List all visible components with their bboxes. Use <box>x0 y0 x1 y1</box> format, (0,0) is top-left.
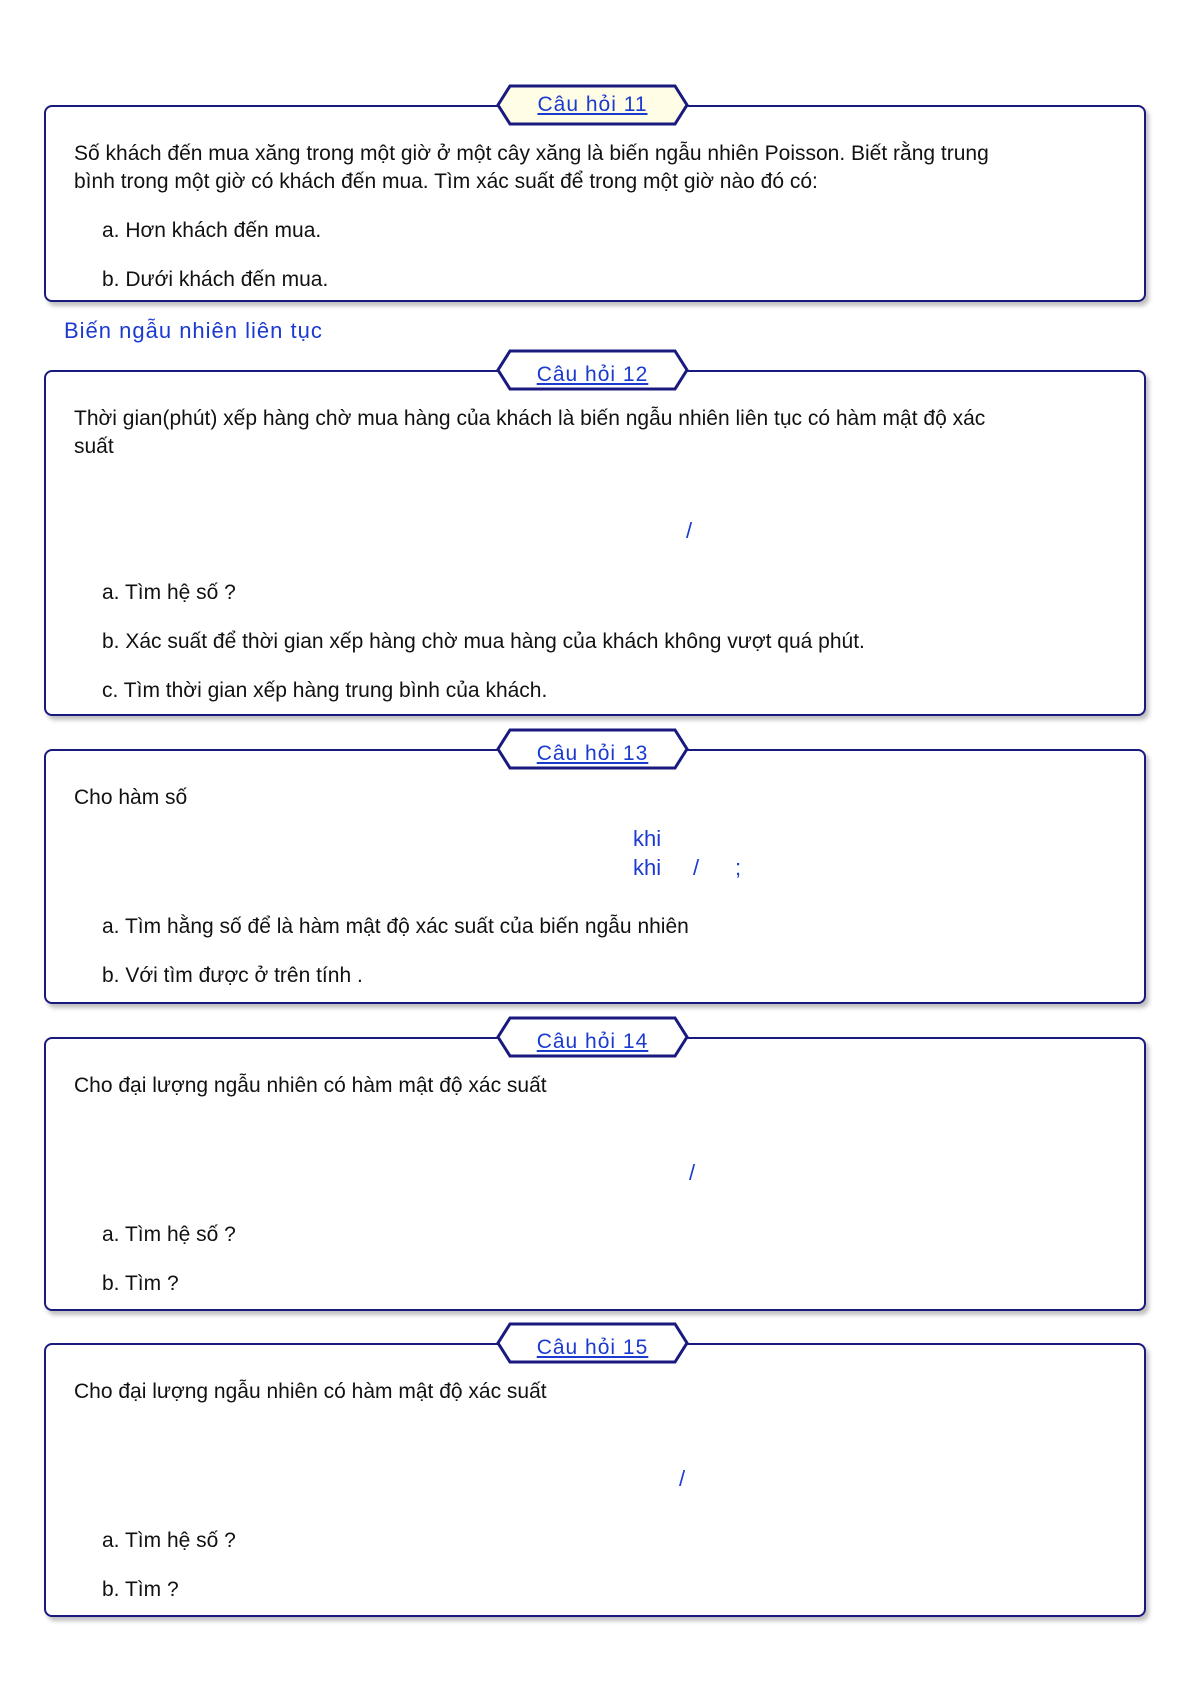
question-15-label-text: Câu hỏi 15 <box>536 1336 649 1359</box>
question-14-label-text: Câu hỏi 14 <box>536 1030 649 1053</box>
question-13-khi-2: khi <box>633 855 662 880</box>
question-12-line-2: suất <box>74 435 114 458</box>
question-12-formula-slash: / <box>686 518 693 543</box>
question-11-item-b: b. Dưới khách đến mua. <box>102 268 329 291</box>
question-12-line-1: Thời gian(phút) xếp hàng chờ mua hàng của khách là biến ngẫu nhiên liên tục có hàm mật độ xác <box>74 407 986 430</box>
question-11-line-1: Số khách đến mua xăng trong một giờ ở một cây xăng là biến ngẫu nhiên Poisson. Biết rằng trung <box>74 142 989 165</box>
question-13-formula-slash: / <box>693 855 700 880</box>
question-14-line-1: Cho đại lượng ngẫu nhiên có hàm mật độ xác suất <box>74 1074 547 1097</box>
section-heading: Biến ngẫu nhiên liên tục <box>64 318 323 343</box>
question-12-item-a: a. Tìm hệ số ? <box>102 581 236 604</box>
question-11-label <box>496 84 689 126</box>
question-14-label <box>496 1016 689 1058</box>
question-13-box <box>44 749 1146 1004</box>
question-12-label <box>496 349 689 391</box>
question-12-item-b: b. Xác suất để thời gian xếp hàng chờ mua hàng của khách không vượt quá phút. <box>102 630 865 653</box>
question-14-box <box>44 1037 1146 1311</box>
question-14-item-a: a. Tìm hệ số ? <box>102 1223 236 1246</box>
question-13-label <box>496 728 689 770</box>
question-11-item-a: a. Hơn khách đến mua. <box>102 219 322 242</box>
question-12-box <box>44 370 1146 716</box>
question-15-label <box>496 1322 689 1364</box>
question-13-formula-semicolon: ; <box>735 855 742 880</box>
question-13-item-b: b. Với tìm được ở trên tính . <box>102 964 363 987</box>
question-12-item-c: c. Tìm thời gian xếp hàng trung bình của khách. <box>102 679 548 702</box>
question-15-box <box>44 1343 1146 1617</box>
question-15-line-1: Cho đại lượng ngẫu nhiên có hàm mật độ xác suất <box>74 1380 547 1403</box>
question-13-khi-1: khi <box>633 826 662 851</box>
question-14-formula-slash: / <box>689 1160 696 1185</box>
question-14-item-b: b. Tìm ? <box>102 1272 179 1295</box>
question-11-line-2: bình trong một giờ có khách đến mua. Tìm xác suất để trong một giờ nào đó có: <box>74 170 818 193</box>
question-15-item-b: b. Tìm ? <box>102 1578 179 1601</box>
question-12-label-text: Câu hỏi 12 <box>536 363 649 386</box>
question-11-label-text: Câu hỏi 11 <box>537 93 648 116</box>
question-13-item-a: a. Tìm hằng số để là hàm mật độ xác suất của biến ngẫu nhiên <box>102 915 689 938</box>
question-15-item-a: a. Tìm hệ số ? <box>102 1529 236 1552</box>
question-13-label-text: Câu hỏi 13 <box>536 742 649 765</box>
question-13-line-1: Cho hàm số <box>74 786 188 809</box>
question-15-formula-slash: / <box>679 1466 686 1491</box>
question-11-box <box>44 105 1146 302</box>
